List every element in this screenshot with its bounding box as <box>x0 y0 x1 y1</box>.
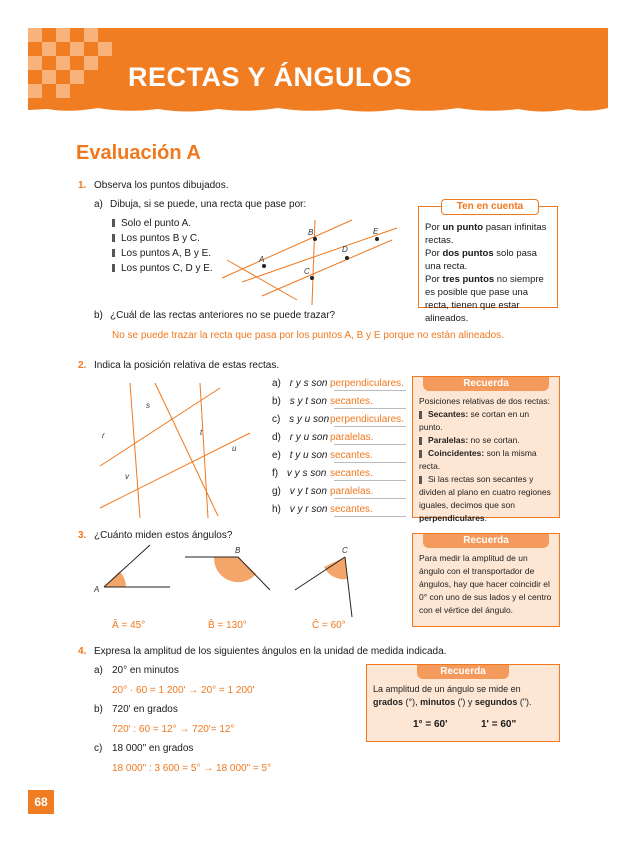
q1-number: 1. <box>78 180 87 191</box>
q1-item: Los puntos A, B y E. <box>112 248 211 259</box>
line-ab <box>242 228 397 282</box>
page-number: 68 <box>28 790 54 814</box>
point-label-d: D <box>342 245 348 254</box>
point-label-a: A <box>259 255 265 264</box>
q4b-label: b) <box>94 704 103 715</box>
recuerda-bullet: Coincidentes: son la misma recta. <box>419 448 537 471</box>
q1-item: Solo el punto A. <box>112 218 191 229</box>
point-e <box>375 237 379 241</box>
q2-row: f) v y s son secantes. <box>272 466 406 482</box>
tip-3: Por tres puntos no siempre es posible que pase una recta, tienen que estar alineados. <box>425 274 544 324</box>
checker-decoration <box>28 28 128 108</box>
q4-text: Expresa la amplitud de los siguientes ángulos en la unidad de medida indicada. <box>94 646 447 657</box>
equation-degrees: 1° = 60' <box>413 719 448 730</box>
ten-en-cuenta-title: Ten en cuenta <box>456 201 524 212</box>
recuerda-bullet: Secantes: se cortan en un punto. <box>419 409 530 432</box>
q2-row: e) t y u son secantes. <box>272 448 406 464</box>
line-label-r: r <box>102 431 105 440</box>
q3-answer-a: Â = 45° <box>112 620 146 631</box>
point-b <box>313 237 317 241</box>
q4c-text: 18 000" en grados <box>112 743 194 754</box>
q4a-text: 20° en minutos <box>112 665 179 676</box>
q1-item: Los puntos C, D y E. <box>112 263 213 274</box>
recuerda-body <box>413 391 559 529</box>
q2-row: g) v y t son paralelas. <box>272 484 406 500</box>
angle-a-fill <box>104 572 126 588</box>
q3-diagram <box>90 545 370 620</box>
q1a-label: a) <box>94 199 103 210</box>
line-label-v: v <box>125 472 129 481</box>
q3-answer-b: B̂ = 130° <box>208 620 247 631</box>
q3-number: 3. <box>78 530 87 541</box>
line-r <box>100 388 220 466</box>
q3-text: ¿Cuánto miden estos ángulos? <box>94 530 233 541</box>
q2-row: a) r y s son perpendiculares. <box>272 376 406 392</box>
q1a-text: Dibuja, si se puede, una recta que pase por: <box>110 199 307 210</box>
section-title: Evaluación A <box>76 142 201 164</box>
recuerda-body: La amplitud de un ángulo se mide en grados (°), minutos (') y segundos ("). <box>373 684 532 707</box>
q1-item: Los puntos B y C. <box>112 233 200 244</box>
tip-1: Por un punto pasan infinitas rectas. <box>425 222 547 246</box>
q2-number: 2. <box>78 360 87 371</box>
q2-diagram <box>100 378 260 518</box>
q4-number: 4. <box>78 646 87 657</box>
recuerda-bullet: Si las rectas son secantes y dividen al plano en cuatro regiones iguales, decimos que son perpendiculares. <box>419 474 551 523</box>
q2-row: h) v y r son secantes. <box>272 502 406 518</box>
line-a <box>222 220 352 278</box>
line-u <box>100 433 250 508</box>
q1-text: Observa los puntos dibujados. <box>94 180 229 191</box>
q2-row: c) s y u son perpendiculares. <box>272 412 406 428</box>
vertex-label-b: B <box>235 546 241 555</box>
vertex-label-c: C <box>342 546 348 555</box>
equation-minutes: 1' = 60" <box>481 719 517 730</box>
q1-diagram <box>222 220 402 300</box>
page-title: RECTAS Y ÁNGULOS <box>128 62 413 92</box>
line-t <box>200 383 208 518</box>
point-label-c: C <box>304 267 310 276</box>
vertex-label-a: A <box>94 585 100 594</box>
line-label-u: u <box>232 444 237 453</box>
recuerda-header: Recuerda <box>423 534 549 548</box>
line-v <box>130 383 140 518</box>
recuerda-header: Recuerda <box>423 377 549 391</box>
q2-text: Indica la posición relativa de estas rectas. <box>94 360 280 371</box>
ten-en-cuenta-box <box>418 201 558 324</box>
recuerda-header: Recuerda <box>417 665 509 679</box>
point-c <box>310 276 314 280</box>
point-label-b: B <box>308 228 314 237</box>
tip-2: Por dos puntos solo pasa una recta. <box>425 248 537 272</box>
recuerda-box-protractor <box>412 533 560 627</box>
point-label-e: E <box>373 227 379 236</box>
header-torn-edge <box>28 104 608 114</box>
q1b-text: ¿Cuál de las rectas anteriores no se puede trazar? <box>110 310 336 321</box>
q4b-answer: 720' : 60 = 12° → 720'= 12° <box>112 724 235 735</box>
q4a-label: a) <box>94 665 103 676</box>
recuerda-intro: Posiciones relativas de dos rectas: <box>419 396 550 406</box>
recuerda-box-positions <box>412 376 560 523</box>
point-a <box>262 264 266 268</box>
line-label-t: t <box>200 428 203 437</box>
q1b-label: b) <box>94 310 103 321</box>
q4b-text: 720' en grados <box>112 704 178 715</box>
q4c-label: c) <box>94 743 103 754</box>
q4a-answer: 20° · 60 = 1 200' → 20° = 1 200' <box>112 685 255 696</box>
q1b-answer: No se puede trazar la recta que pasa por los puntos A, B y E porque no están alineados. <box>112 330 504 341</box>
q2-row: b) s y t son secantes. <box>272 394 406 410</box>
q2-row: d) r y u son paralelas. <box>272 430 406 446</box>
line-s <box>155 383 218 516</box>
recuerda-body: Para medir la amplitud de un ángulo con el transportador de ángulos, hay que hacer coincidir el 0° con uno de sus lados y el centro con el vértice del ángulo. <box>419 553 552 615</box>
recuerda-box-units <box>366 664 560 742</box>
q4c-answer: 18 000" : 3 600 = 5° → 18 000" = 5° <box>112 763 272 774</box>
ten-en-cuenta-body <box>419 217 557 329</box>
point-d <box>345 256 349 260</box>
line-label-s: s <box>146 401 150 410</box>
q3-answer-c: Ĉ = 60° <box>312 620 346 631</box>
recuerda-bullet: Paralelas: no se cortan. <box>419 434 553 447</box>
ten-en-cuenta-header <box>441 199 539 215</box>
